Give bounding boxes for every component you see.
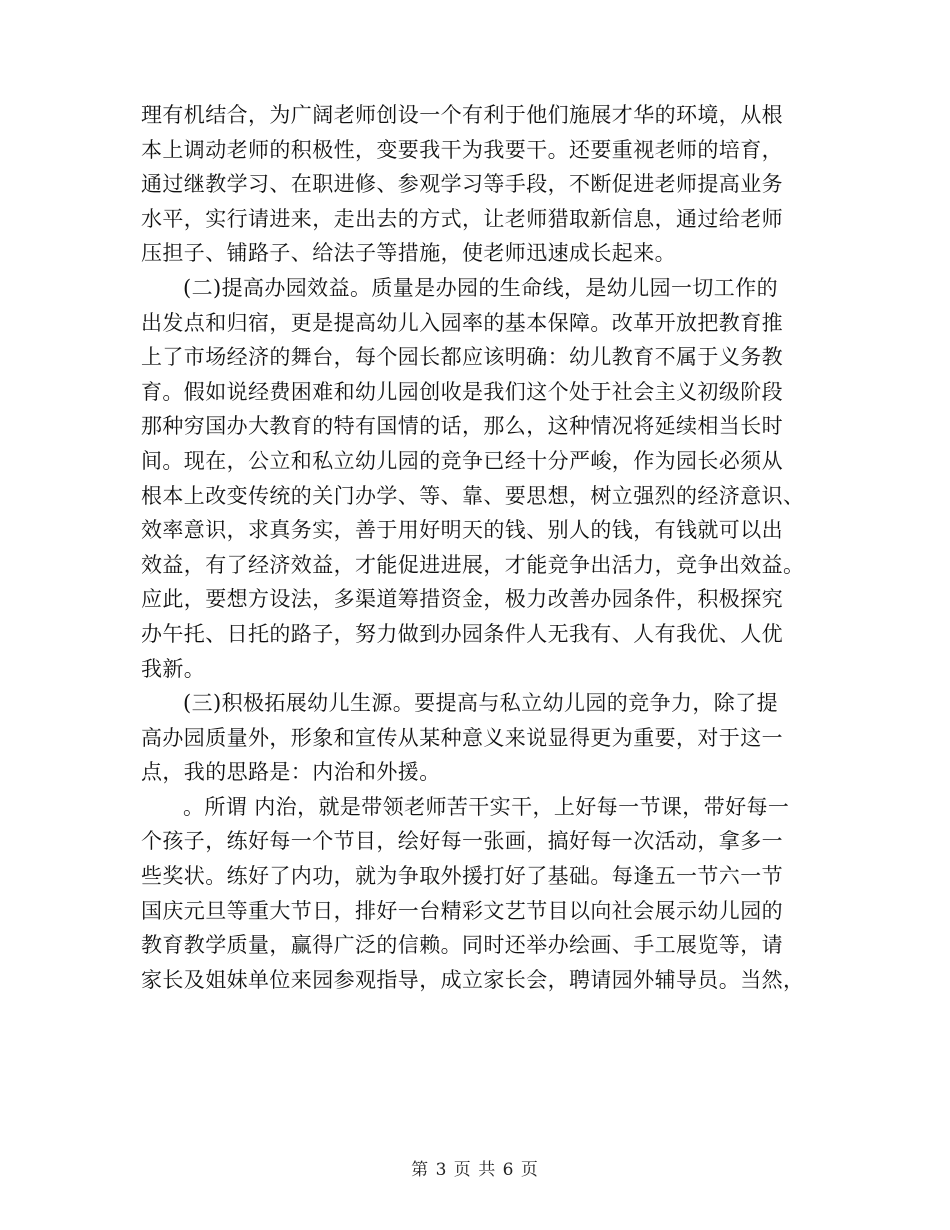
page-number-footer: 第 3 页 共 6 页 [411, 1160, 539, 1180]
text-line: 效率意识，求真务实，善于用好明天的钱、别人的钱，有钱就可以出 [141, 518, 783, 543]
text-line: 教育教学质量，赢得广泛的信赖。同时还举办绘画、手工展览等，请 [141, 933, 783, 958]
paragraph-1 [141, 98, 809, 271]
text-line: 通过继教学习、在职进修、参观学习等手段，不断促进老师提高业务 [141, 172, 783, 197]
text-line: 压担子、铺路子、给法子等措施，使老师迅速成长起来。 [141, 241, 676, 266]
text-line: 根本上改变传统的关门办学、等、靠、要思想，树立强烈的经济意识、 [141, 483, 805, 508]
text-line: 出发点和归宿，更是提高幼儿入园率的基本保障。改革开放把教育推 [141, 310, 783, 335]
text-line: 理有机结合，为广阔老师创设一个有利于他们施展才华的环境，从根 [141, 103, 783, 127]
paragraph-2 [141, 271, 809, 686]
paragraph-3 [141, 686, 809, 790]
text-line: 国庆元旦等重大节日，排好一台精彩文艺节目以向社会展示幼儿园的 [141, 898, 783, 923]
text-line: (三)积极拓展幼儿生源。要提高与私立幼儿园的竞争力，除了提 [183, 691, 778, 716]
text-line: 家长及姐妹单位来园参观指导，成立家长会，聘请园外辅导员。当然， [141, 967, 805, 992]
text-line: 点，我的思路是：内治和外援。 [141, 760, 441, 785]
text-line: 高办园质量外，形象和宣传从某种意义来说显得更为重要，对于这一 [141, 725, 783, 750]
text-line: 个孩子，练好每一个节目，绘好每一张画，搞好每一次活动，拿多一 [141, 829, 783, 854]
text-line: 效益，有了经济效益，才能促进进展，才能竞争出活力，竞争出效益。 [141, 552, 805, 577]
paragraph-4 [141, 790, 809, 998]
text-line: (二)提高办园效益。质量是办园的生命线，是幼儿园一切工作的 [183, 275, 778, 300]
text-line: 办午托、日托的路子，努力做到办园条件人无我有、人有我优、人优 [141, 621, 783, 646]
document-body [141, 98, 809, 997]
text-line: 应此，要想方设法，多渠道筹措资金，极力改善办园条件，积极探究 [141, 587, 783, 612]
text-line: 水平，实行请进来，走出去的方式，让老师猎取新信息，通过给老师 [141, 206, 783, 231]
text-line: 本上调动老师的积极性，变要我干为我要干。还要重视老师的培育， [141, 137, 783, 162]
text-line: 些奖状。练好了内功，就为争取外援打好了基础。每逢五一节六一节 [141, 864, 783, 889]
text-line: 间。现在，公立和私立幼儿园的竞争已经十分严峻，作为园长必须从 [141, 448, 783, 473]
text-line: 育。假如说经费困难和幼儿园创收是我们这个处于社会主义初级阶段 [141, 379, 783, 404]
text-line: 上了市场经济的舞台，每个园长都应该明确：幼儿教育不属于义务教 [141, 345, 783, 370]
text-line: 那种穷国办大教育的特有国情的话，那么，这种情况将延续相当长时 [141, 414, 783, 439]
text-line: 。所谓 内治，就是带领老师苦干实干，上好每一节课，带好每一 [183, 794, 790, 819]
text-line: 我新。 [141, 656, 206, 681]
